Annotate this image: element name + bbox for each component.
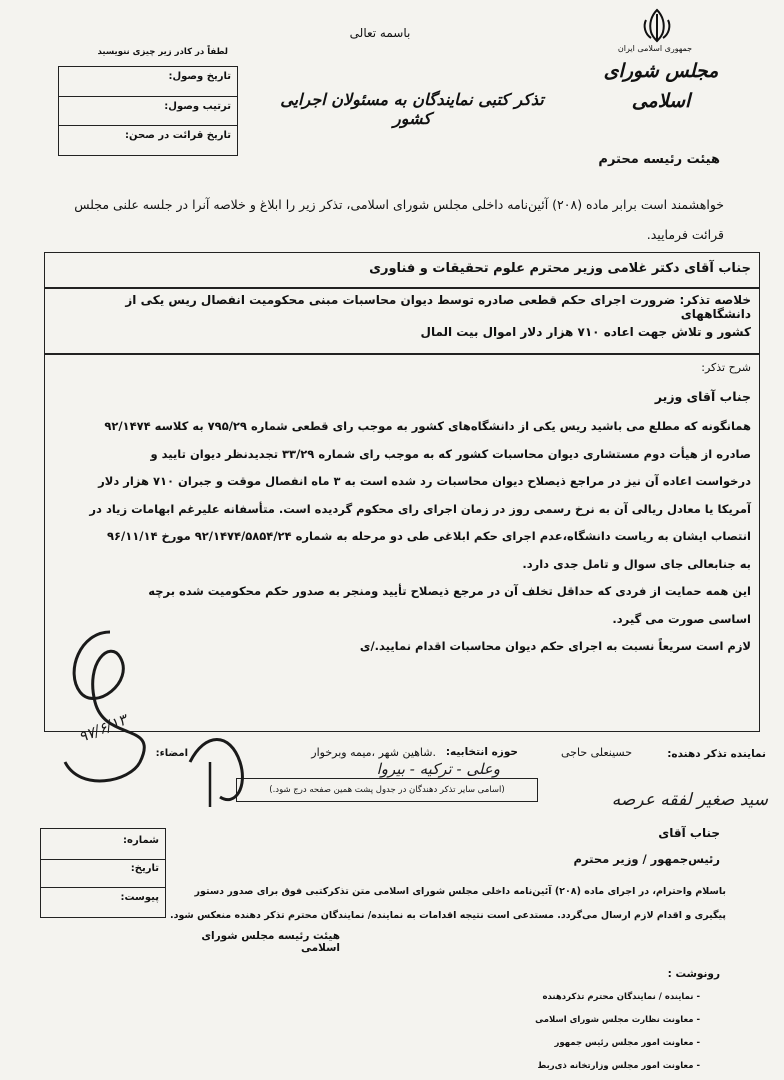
receipt-order-label: ترتیب وصول: (164, 101, 231, 112)
recipient: جناب آقای دکتر غلامی وزیر محترم علوم تحقیقات و فناوری (369, 261, 751, 276)
description-line: این همه حمایت از فردی که حداقل تخلف آن در مرجع ذیصلاح تأیید ومنجر به صدور حکم محکومیت شده برچه (148, 584, 751, 598)
reference-box (40, 828, 166, 918)
invocation: باسمه تعالی (349, 26, 411, 40)
ref-date-label: تاریخ: (130, 863, 159, 874)
others-note: (اسامی سایر تذکر دهندگان در جدول پشت همین صفحه درج شود.) (236, 778, 538, 802)
logo-top-text: جمهوری اسلامی ایران (617, 44, 693, 53)
summary-line-2: کشور و تلاش جهت اعاده ۷۱۰ هزار دلار اموال بیت المال (420, 325, 751, 339)
ref-attachment-label: پیوست: (120, 892, 159, 903)
receipt-date-label: تاریخ وصول: (168, 71, 231, 82)
description-label: شرح تذکر: (701, 361, 751, 374)
form-title: تذکر کتبی نمایندگان به مسئولان اجرایی کشور (280, 90, 544, 128)
lower-body-line: باسلام واحترام، در اجرای ماده (۲۰۸) آئین‌نامه داخلی مجلس شورای اسلامی متن تذکرکتبی فوق برای صدور دستور (194, 886, 726, 897)
description-line: آمریکا یا معادل ریالی آن به نرخ رسمی روز در زمان اجرای رای محکوم گردیده است. متأسفانه علیرغم ابهامات زیاد در (89, 501, 751, 516)
cc-item: - معاونت نظارت مجلس شورای اسلامی (535, 1015, 700, 1025)
description-line: همانگونه که مطلع می باشید ریس یکی از دانشگاه‌های کشور به موجب رای قطعی شماره ۷۹۵/۲۹ به کلاسه ۹۲/۱۴۷۴ (104, 419, 751, 433)
representative-name: حسینعلی حاجی (561, 746, 632, 759)
constituency-label: حوزه انتخابیه: (445, 746, 518, 758)
receipt-box (58, 66, 238, 156)
description-line: درخواست اعاده آن نیز در مراجع ذیصلاح دیوان محاسبات رد شده است به ۳ ماه انفصال موقت و جبران ۷۱۰ هزار دلار (98, 474, 751, 488)
representative-label: نماینده تذکر دهنده: (667, 748, 766, 760)
summary-line-1: خلاصه تذکر: ضرورت اجرای حکم قطعی صادره توسط دیوان محاسبات مبنی محکومیت انفصال ریس یکی از دانشگاههای (125, 293, 751, 321)
cc-title: رونوشت : (667, 968, 720, 980)
handwritten-date: ۹۷/۶/۱۳ (75, 710, 130, 747)
do-not-write-note: لطفاً در کادر زیر چیزی ننویسید (97, 47, 228, 57)
handwritten-signoff: سید صغیر لفقه عرصه (611, 790, 768, 810)
cc-item: - معاونت امور مجلس وزارتخانه ذی‌ربط (537, 1061, 700, 1071)
lower-body-line: پیگیری و اقدام لازم ارسال می‌گردد. مستدعی است نتیجه اقدامات به نماینده/ نمایندگان محترم تذکر دهنده منعکس شود. (169, 910, 726, 921)
intro-salutation: هیئت رئیسه محترم (598, 152, 720, 167)
reading-date-label: تاریخ قرائت در صحن: (125, 130, 231, 141)
cc-item: - نماینده / نمایندگان محترم تذکردهنده (542, 992, 700, 1002)
intro-body: خواهشمند است برابر ماده (۲۰۸) آئین‌نامه داخلی مجلس شورای اسلامی، تذکر زیر را ابلاغ و خلاصه آنرا در جلسه علنی مجلس قرائت فرمایید. (74, 197, 724, 242)
cc-list (480, 986, 700, 1078)
description-line: به جنابعالی جای سوال و تامل جدی دارد. (522, 556, 751, 571)
emblem-icon (637, 6, 677, 46)
lower-sign: هیئت رئیسه مجلس شورای اسلامی (201, 930, 340, 954)
ref-number-label: شماره: (123, 835, 159, 846)
description-greeting: جناب آقای وزیر (654, 389, 751, 404)
lower-body (170, 880, 726, 928)
signature-label: امضاء: (155, 748, 188, 759)
description-line: لازم است سریعاً نسبت به اجرای حکم دیوان محاسبات اقدام نمایید./ی (359, 639, 751, 653)
description-line: انتصاب ایشان به ریاست دانشگاه،عدم اجرای حکم ابلاغی طی دو مرحله به شماره ۹۲/۱۴۷۴/۵۸۵۴/۲۴ مورخ ۹۶/۱۱/۱۴ (106, 529, 751, 543)
lower-sir: جناب آقای (658, 826, 720, 840)
description-line: صادره از هیأت دوم مستشاری دیوان محاسبات کشور که به موجب رای شماره ۳۳/۲۹ تجدیدنظر دیوان تایید و (150, 446, 751, 461)
handwritten-names: وعلی - ترکیه - بیروا (376, 760, 500, 778)
constituency-value: .شاهین شهر ،میمه وبرخوار (311, 746, 436, 759)
logo-main-text: مجلس شورای اسلامی (603, 60, 719, 112)
cc-item: - معاونت امور مجلس رئیس جمهور (554, 1038, 700, 1048)
description-line: اساسی صورت می گیرد. (612, 611, 751, 626)
lower-addressees: رئیس‌جمهور / وزیر محترم (573, 852, 720, 866)
